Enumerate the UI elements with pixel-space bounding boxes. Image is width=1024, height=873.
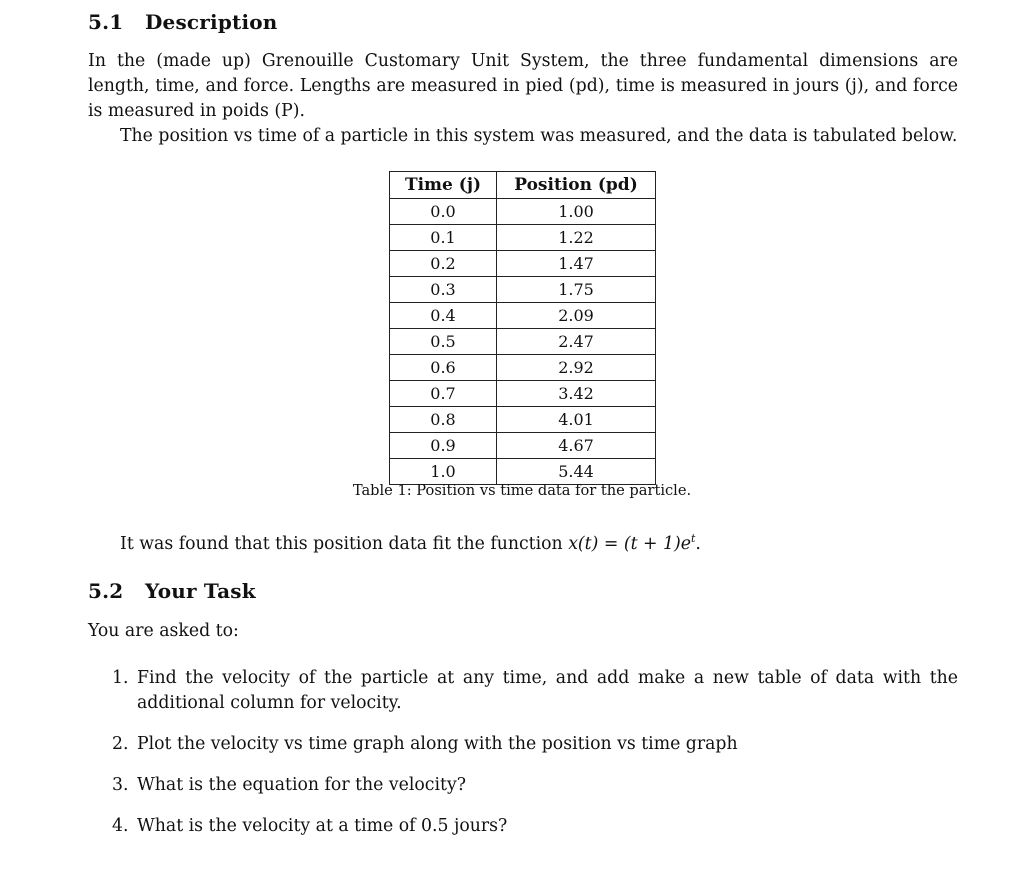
item-number: 4. <box>112 816 129 836</box>
table-row <box>390 407 656 433</box>
position-cell: 3.42 <box>497 381 656 407</box>
task-intro: You are asked to: <box>88 621 239 641</box>
time-cell: 0.7 <box>390 381 497 407</box>
item-text: What is the equation for the velocity? <box>137 775 466 795</box>
position-cell: 4.67 <box>497 433 656 459</box>
position-time-table <box>389 171 656 485</box>
section-title: Your Task <box>145 579 256 603</box>
list-item <box>112 814 958 839</box>
item-number: 3. <box>112 775 129 795</box>
description-paragraph: In the (made up) Grenouille Customary Unit System, the three fundamental dimensions are length, time, and force. Lengths are measured in pied (pd), time is measured in jours (j), and force is measured in poids (P). <box>88 51 958 121</box>
table-row <box>390 355 656 381</box>
table-row <box>390 199 656 225</box>
time-cell: 0.1 <box>390 225 497 251</box>
table-row <box>390 225 656 251</box>
item-text: What is the velocity at a time of 0.5 jours? <box>137 816 508 836</box>
table-row <box>390 277 656 303</box>
table-caption: Table 1: Position vs time data for the particle. <box>352 482 692 499</box>
fit-sentence-text: It was found that this position data fit the function <box>120 533 569 554</box>
position-cell: 2.92 <box>497 355 656 381</box>
position-cell: 1.47 <box>497 251 656 277</box>
position-cell: 1.75 <box>497 277 656 303</box>
header-time: Time (j) <box>390 172 497 199</box>
table-header-row <box>390 172 656 199</box>
table-row <box>390 459 656 485</box>
section-number: 5.2 <box>88 579 124 603</box>
time-cell: 0.3 <box>390 277 497 303</box>
time-cell: 0.2 <box>390 251 497 277</box>
position-cell: 2.09 <box>497 303 656 329</box>
task-list <box>112 666 958 855</box>
fit-formula-exponent: t <box>690 532 696 545</box>
table-row <box>390 251 656 277</box>
section-heading-description <box>88 10 278 34</box>
table-row <box>390 433 656 459</box>
item-number: 2. <box>112 734 129 754</box>
position-cell: 5.44 <box>497 459 656 485</box>
time-cell: 0.0 <box>390 199 497 225</box>
item-number: 1. <box>112 668 129 688</box>
time-cell: 0.5 <box>390 329 497 355</box>
table-row <box>390 329 656 355</box>
time-cell: 0.9 <box>390 433 497 459</box>
list-item <box>112 732 958 757</box>
fit-sentence-end: . <box>695 533 701 554</box>
item-text: Find the velocity of the particle at any time, and add make a new table of data with the additional column for velocity. <box>137 668 958 713</box>
list-item <box>112 666 958 716</box>
header-position: Position (pd) <box>497 172 656 199</box>
fit-formula: x(t) = (t + 1)e <box>568 533 691 554</box>
position-cell: 1.00 <box>497 199 656 225</box>
section-number: 5.1 <box>88 10 124 34</box>
fit-sentence <box>120 526 920 557</box>
tabulated-intro-paragraph: The position vs time of a particle in this system was measured, and the data is tabulated below. <box>120 126 958 146</box>
time-cell: 0.6 <box>390 355 497 381</box>
position-cell: 1.22 <box>497 225 656 251</box>
table-row <box>390 381 656 407</box>
position-cell: 2.47 <box>497 329 656 355</box>
section-heading-your-task <box>88 579 256 603</box>
position-cell: 4.01 <box>497 407 656 433</box>
section-title: Description <box>145 10 278 34</box>
list-item <box>112 773 958 798</box>
table-row <box>390 303 656 329</box>
item-text: Plot the velocity vs time graph along with the position vs time graph <box>137 734 738 754</box>
time-cell: 1.0 <box>390 459 497 485</box>
time-cell: 0.8 <box>390 407 497 433</box>
time-cell: 0.4 <box>390 303 497 329</box>
